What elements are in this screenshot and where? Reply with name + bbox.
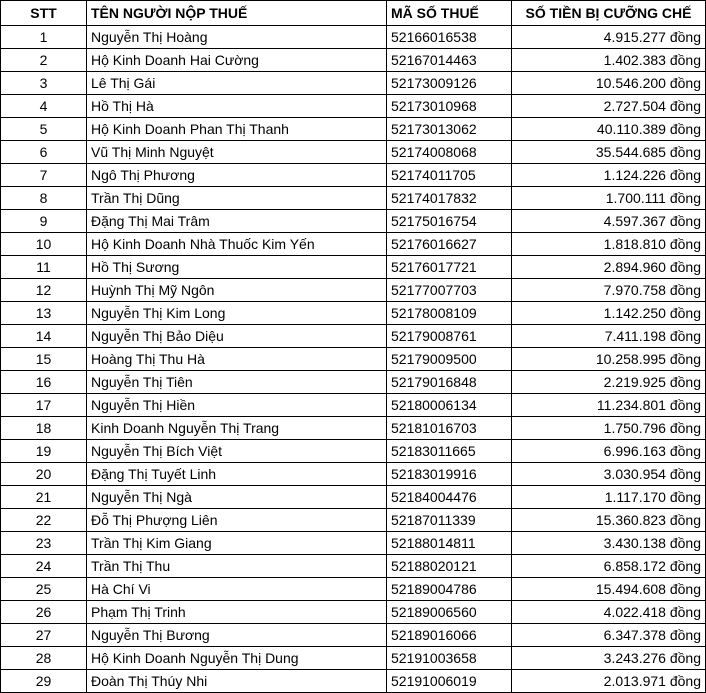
cell-taxpayer-name: Nguyễn Thị Bương [87, 624, 387, 647]
cell-tax-code: 52189004786 [387, 578, 512, 601]
cell-tax-code: 52177007703 [387, 279, 512, 302]
cell-stt: 11 [1, 256, 87, 279]
header-taxpayer-name: TÊN NGƯỜI NỘP THUẾ [87, 1, 387, 26]
cell-taxpayer-name: Nguyễn Thị Tiên [87, 371, 387, 394]
table-row [1, 256, 706, 279]
cell-stt: 7 [1, 164, 87, 187]
cell-tax-code: 52167014463 [387, 49, 512, 72]
cell-taxpayer-name: Hồ Thị Sương [87, 256, 387, 279]
cell-taxpayer-name: Đặng Thị Tuyết Linh [87, 463, 387, 486]
table-row [1, 187, 706, 210]
cell-tax-code: 52179016848 [387, 371, 512, 394]
cell-stt: 12 [1, 279, 87, 302]
header-enforced-amount: SỐ TIỀN BỊ CƯỠNG CHẾ [512, 1, 706, 26]
table-row [1, 279, 706, 302]
header-stt: STT [1, 1, 87, 26]
table-row [1, 601, 706, 624]
cell-tax-code: 52176016627 [387, 233, 512, 256]
table-row [1, 26, 706, 49]
cell-stt: 25 [1, 578, 87, 601]
cell-enforced-amount: 1.818.810 đồng [512, 233, 706, 256]
table-row [1, 210, 706, 233]
cell-taxpayer-name: Đoàn Thị Thúy Nhi [87, 670, 387, 693]
cell-stt: 1 [1, 26, 87, 49]
cell-taxpayer-name: Kinh Doanh Nguyễn Thị Trang [87, 417, 387, 440]
table-row [1, 348, 706, 371]
cell-enforced-amount: 1.124.226 đồng [512, 164, 706, 187]
cell-enforced-amount: 3.243.276 đồng [512, 647, 706, 670]
cell-taxpayer-name: Trần Thị Kim Giang [87, 532, 387, 555]
table-row [1, 670, 706, 693]
cell-tax-code: 52173009126 [387, 72, 512, 95]
table-body [1, 26, 706, 693]
cell-enforced-amount: 3.030.954 đồng [512, 463, 706, 486]
cell-stt: 18 [1, 417, 87, 440]
cell-stt: 26 [1, 601, 87, 624]
cell-enforced-amount: 1.700.111 đồng [512, 187, 706, 210]
cell-enforced-amount: 15.494.608 đồng [512, 578, 706, 601]
cell-taxpayer-name: Hộ Kinh Doanh Phan Thị Thanh [87, 118, 387, 141]
cell-tax-code: 52174017832 [387, 187, 512, 210]
cell-taxpayer-name: Hoàng Thị Thu Hà [87, 348, 387, 371]
cell-enforced-amount: 6.996.163 đồng [512, 440, 706, 463]
table-row [1, 440, 706, 463]
cell-taxpayer-name: Lê Thị Gái [87, 72, 387, 95]
table-row [1, 95, 706, 118]
cell-tax-code: 52188020121 [387, 555, 512, 578]
cell-tax-code: 52183011665 [387, 440, 512, 463]
cell-stt: 19 [1, 440, 87, 463]
cell-taxpayer-name: Hồ Thị Hà [87, 95, 387, 118]
cell-taxpayer-name: Nguyễn Thị Hoàng [87, 26, 387, 49]
cell-taxpayer-name: Hà Chí Vi [87, 578, 387, 601]
table-header [1, 1, 706, 26]
cell-taxpayer-name: Nguyễn Thị Ngà [87, 486, 387, 509]
table-row [1, 233, 706, 256]
cell-enforced-amount: 10.546.200 đồng [512, 72, 706, 95]
cell-taxpayer-name: Nguyễn Thị Bích Việt [87, 440, 387, 463]
cell-taxpayer-name: Nguyễn Thị Bảo Diệu [87, 325, 387, 348]
table-row [1, 578, 706, 601]
cell-tax-code: 52178008109 [387, 302, 512, 325]
table-row [1, 325, 706, 348]
cell-stt: 8 [1, 187, 87, 210]
cell-taxpayer-name: Trần Thị Thu [87, 555, 387, 578]
cell-stt: 9 [1, 210, 87, 233]
cell-tax-code: 52173013062 [387, 118, 512, 141]
cell-enforced-amount: 15.360.823 đồng [512, 509, 706, 532]
cell-taxpayer-name: Trần Thị Dũng [87, 187, 387, 210]
cell-stt: 20 [1, 463, 87, 486]
cell-stt: 27 [1, 624, 87, 647]
cell-enforced-amount: 40.110.389 đồng [512, 118, 706, 141]
cell-tax-code: 52181016703 [387, 417, 512, 440]
table-row [1, 302, 706, 325]
cell-taxpayer-name: Hộ Kinh Doanh Nguyễn Thị Dung [87, 647, 387, 670]
cell-enforced-amount: 1.142.250 đồng [512, 302, 706, 325]
cell-tax-code: 52191006019 [387, 670, 512, 693]
header-tax-code: MÃ SỐ THUẾ [387, 1, 512, 26]
cell-enforced-amount: 2.013.971 đồng [512, 670, 706, 693]
table-row [1, 141, 706, 164]
cell-enforced-amount: 2.894.960 đồng [512, 256, 706, 279]
cell-taxpayer-name: Huỳnh Thị Mỹ Ngôn [87, 279, 387, 302]
cell-stt: 15 [1, 348, 87, 371]
cell-enforced-amount: 7.970.758 đồng [512, 279, 706, 302]
table-row [1, 532, 706, 555]
cell-enforced-amount: 3.430.138 đồng [512, 532, 706, 555]
cell-enforced-amount: 1.750.796 đồng [512, 417, 706, 440]
cell-tax-code: 52189016066 [387, 624, 512, 647]
table-row [1, 463, 706, 486]
cell-enforced-amount: 1.402.383 đồng [512, 49, 706, 72]
header-row [1, 1, 706, 26]
table-row [1, 509, 706, 532]
cell-stt: 3 [1, 72, 87, 95]
cell-taxpayer-name: Đỗ Thị Phượng Liên [87, 509, 387, 532]
cell-stt: 2 [1, 49, 87, 72]
cell-enforced-amount: 1.117.170 đồng [512, 486, 706, 509]
cell-tax-code: 52183019916 [387, 463, 512, 486]
table-row [1, 555, 706, 578]
cell-tax-code: 52173010968 [387, 95, 512, 118]
table-row [1, 72, 706, 95]
table-row [1, 49, 706, 72]
cell-tax-code: 52179009500 [387, 348, 512, 371]
cell-tax-code: 52184004476 [387, 486, 512, 509]
cell-stt: 4 [1, 95, 87, 118]
cell-taxpayer-name: Ngô Thị Phương [87, 164, 387, 187]
cell-tax-code: 52179008761 [387, 325, 512, 348]
cell-stt: 10 [1, 233, 87, 256]
cell-stt: 22 [1, 509, 87, 532]
cell-tax-code: 52174011705 [387, 164, 512, 187]
cell-enforced-amount: 4.022.418 đồng [512, 601, 706, 624]
cell-enforced-amount: 6.347.378 đồng [512, 624, 706, 647]
cell-taxpayer-name: Vũ Thị Minh Nguyệt [87, 141, 387, 164]
cell-taxpayer-name: Nguyễn Thị Hiền [87, 394, 387, 417]
cell-enforced-amount: 10.258.995 đồng [512, 348, 706, 371]
table-row [1, 394, 706, 417]
table-row [1, 486, 706, 509]
cell-stt: 14 [1, 325, 87, 348]
cell-tax-code: 52175016754 [387, 210, 512, 233]
cell-taxpayer-name: Đặng Thị Mai Trâm [87, 210, 387, 233]
cell-taxpayer-name: Hộ Kinh Doanh Nhà Thuốc Kim Yến [87, 233, 387, 256]
table-row [1, 164, 706, 187]
cell-stt: 16 [1, 371, 87, 394]
cell-tax-code: 52176017721 [387, 256, 512, 279]
cell-tax-code: 52191003658 [387, 647, 512, 670]
cell-tax-code: 52189006560 [387, 601, 512, 624]
cell-stt: 13 [1, 302, 87, 325]
cell-stt: 29 [1, 670, 87, 693]
cell-taxpayer-name: Phạm Thị Trinh [87, 601, 387, 624]
cell-enforced-amount: 11.234.801 đồng [512, 394, 706, 417]
cell-enforced-amount: 6.858.172 đồng [512, 555, 706, 578]
table-row [1, 118, 706, 141]
table-row [1, 624, 706, 647]
cell-stt: 28 [1, 647, 87, 670]
cell-stt: 6 [1, 141, 87, 164]
cell-enforced-amount: 7.411.198 đồng [512, 325, 706, 348]
table-row [1, 371, 706, 394]
cell-tax-code: 52166016538 [387, 26, 512, 49]
cell-tax-code: 52187011339 [387, 509, 512, 532]
cell-enforced-amount: 2.219.925 đồng [512, 371, 706, 394]
table-row [1, 417, 706, 440]
table-row [1, 647, 706, 670]
cell-enforced-amount: 4.597.367 đồng [512, 210, 706, 233]
cell-enforced-amount: 35.544.685 đồng [512, 141, 706, 164]
cell-stt: 24 [1, 555, 87, 578]
cell-stt: 17 [1, 394, 87, 417]
cell-stt: 5 [1, 118, 87, 141]
cell-stt: 23 [1, 532, 87, 555]
cell-taxpayer-name: Hộ Kinh Doanh Hai Cường [87, 49, 387, 72]
cell-tax-code: 52174008068 [387, 141, 512, 164]
cell-taxpayer-name: Nguyễn Thị Kim Long [87, 302, 387, 325]
cell-enforced-amount: 4.915.277 đồng [512, 26, 706, 49]
cell-stt: 21 [1, 486, 87, 509]
cell-tax-code: 52188014811 [387, 532, 512, 555]
cell-tax-code: 52180006134 [387, 394, 512, 417]
cell-enforced-amount: 2.727.504 đồng [512, 95, 706, 118]
